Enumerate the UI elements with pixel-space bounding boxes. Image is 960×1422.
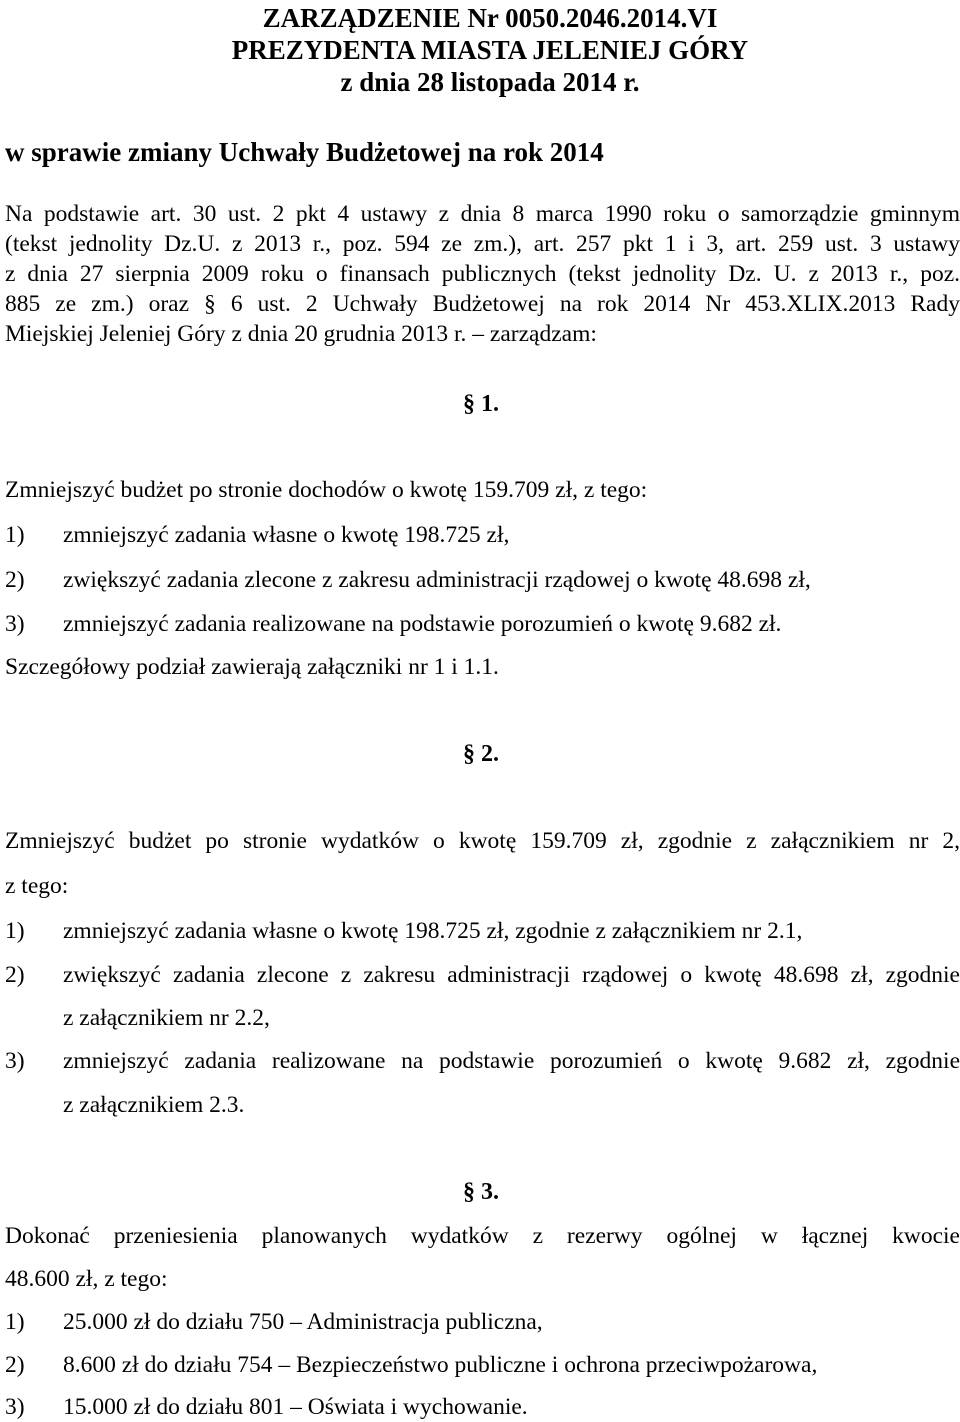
section-2-intro-line-1: Zmniejszyć budżet po stronie wydatków o kwotę 159.709 zł, zgodnie z załącznikiem nr 2,: [5, 828, 960, 854]
section-1-intro: Zmniejszyć budżet po stronie dochodów o kwotę 159.709 zł, z tego:: [5, 477, 648, 503]
section-2-item-3-number: 3): [5, 1048, 25, 1074]
section-3-item-3: 15.000 zł do działu 801 – Oświata i wychowanie.: [63, 1394, 528, 1420]
section-3-item-2-number: 2): [5, 1352, 25, 1378]
document-title-line2: PREZYDENTA MIASTA JELENIEJ GÓRY: [231, 35, 749, 65]
section-1-item-2: zwiększyć zadania zlecone z zakresu administracji rządowej o kwotę 48.698 zł,: [63, 567, 811, 593]
section-3-heading: § 3.: [463, 1179, 499, 1205]
section-1-item-1: zmniejszyć zadania własne o kwotę 198.725 zł,: [63, 522, 510, 548]
section-2-intro-line-2: z tego:: [5, 873, 69, 899]
preamble-line-3: z dnia 27 sierpnia 2009 roku o finansach publicznych (tekst jednolity Dz. U. z 2013 r., poz.: [5, 261, 960, 287]
section-3-intro-line-2: 48.600 zł, z tego:: [5, 1266, 168, 1292]
section-3-item-2: 8.600 zł do działu 754 – Bezpieczeństwo publiczne i ochrona przeciwpożarowa,: [63, 1352, 818, 1378]
section-2-item-3-line-1: zmniejszyć zadania realizowane na podstawie porozumień o kwotę 9.682 zł, zgodnie: [63, 1048, 960, 1074]
section-1-item-3: zmniejszyć zadania realizowane na podstawie porozumień o kwotę 9.682 zł.: [63, 611, 782, 637]
section-2-item-2-number: 2): [5, 962, 25, 988]
section-1-closing: Szczegółowy podział zawierają załączniki nr 1 i 1.1.: [5, 654, 499, 680]
section-2-item-1-number: 1): [5, 918, 25, 944]
section-2-heading: § 2.: [463, 741, 499, 767]
section-3-item-1-number: 1): [5, 1309, 25, 1335]
section-2-item-2-line-1: zwiększyć zadania zlecone z zakresu administracji rządowej o kwotę 48.698 zł, zgodnie: [63, 962, 960, 988]
section-3-item-3-number: 3): [5, 1394, 25, 1420]
preamble-line-2: (tekst jednolity Dz.U. z 2013 r., poz. 594 ze zm.), art. 257 pkt 1 i 3, art. 259 ust. 3 ustawy: [5, 231, 960, 257]
section-2-item-3-line-2: z załącznikiem 2.3.: [63, 1092, 245, 1118]
section-3-intro-line-1: Dokonać przeniesienia planowanych wydatków z rezerwy ogólnej w łącznej kwocie: [5, 1223, 960, 1249]
section-3-item-1: 25.000 zł do działu 750 – Administracja publiczna,: [63, 1309, 543, 1335]
section-1-heading: § 1.: [463, 391, 499, 417]
section-1-item-2-number: 2): [5, 567, 25, 593]
section-1-item-1-number: 1): [5, 522, 25, 548]
document-date: z dnia 28 listopada 2014 r.: [340, 67, 640, 97]
section-2-item-1: zmniejszyć zadania własne o kwotę 198.725 zł, zgodnie z załącznikiem nr 2.1,: [63, 918, 803, 944]
preamble-line-4: 885 ze zm.) oraz § 6 ust. 2 Uchwały Budżetowej na rok 2014 Nr 453.XLIX.2013 Rady: [5, 291, 960, 317]
preamble-line-5: Miejskiej Jeleniej Góry z dnia 20 grudnia 2013 r. – zarządzam:: [5, 321, 597, 347]
section-2-item-2-line-2: z załącznikiem nr 2.2,: [63, 1005, 270, 1031]
section-1-item-3-number: 3): [5, 611, 25, 637]
preamble-line-1: Na podstawie art. 30 ust. 2 pkt 4 ustawy z dnia 8 marca 1990 roku o samorządzie gminnym: [5, 201, 960, 227]
document-subject: w sprawie zmiany Uchwały Budżetowej na rok 2014: [5, 137, 604, 167]
document-title-line1: ZARZĄDZENIE Nr 0050.2046.2014.VI: [262, 3, 718, 33]
